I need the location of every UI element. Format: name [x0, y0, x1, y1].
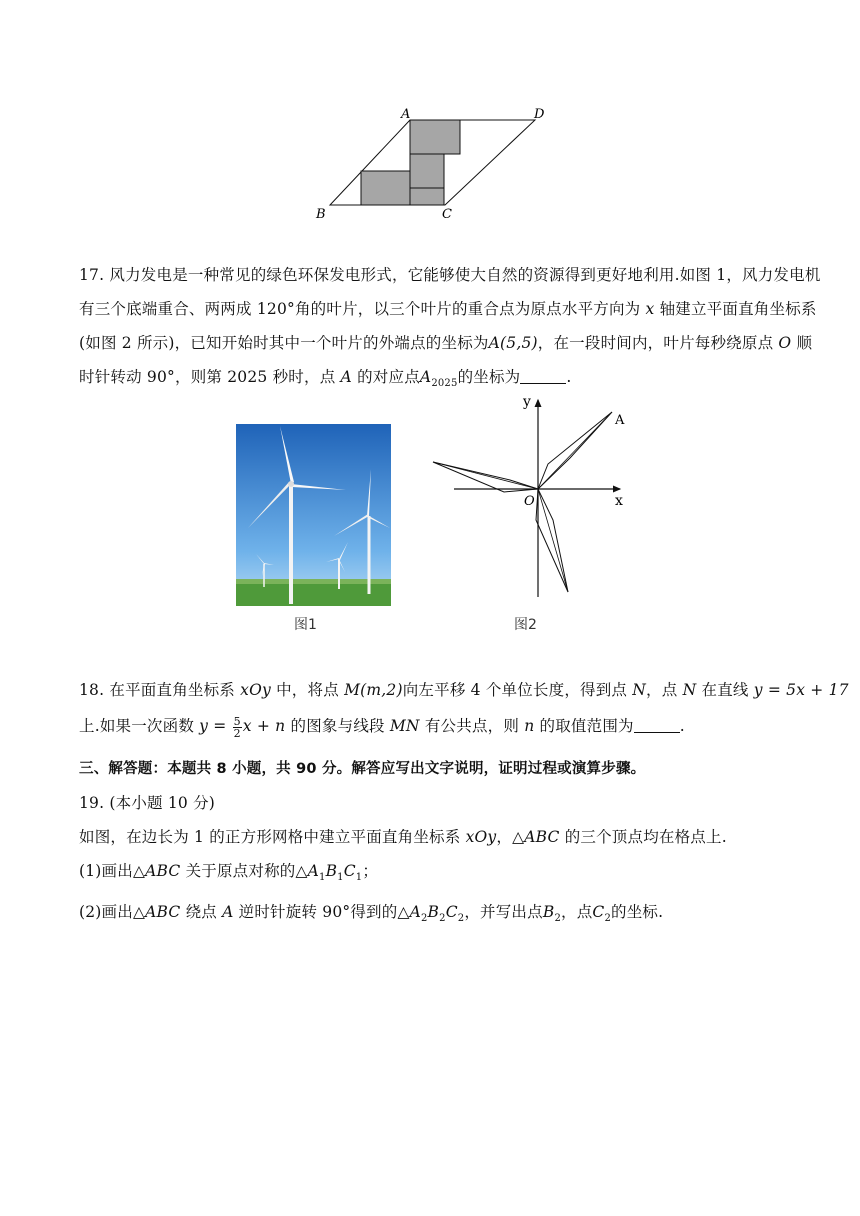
origin-label: O	[524, 494, 535, 509]
label-A: A	[401, 107, 411, 122]
question-19: 19. (本小题 10 分) 如图，在边长为 1 的正方形网格中建立平面直角坐标系 xOy，△ABC 的三个顶点均在格点上. (1)画出△ABC 关于原点对称的$\triangle A_1B_1C_1$； (2)画出△ABC 绕点 A 逆时针旋转 90°得到的$\triangle A_2B_2C_2$，并写出点$B_2$，点$C_2$的坐标.	[79, 786, 781, 936]
label-D: D	[534, 107, 545, 122]
point-A-label: A	[615, 413, 625, 428]
question-18: 18. 在平面直角坐标系 xOy 中，将点 M(m,2)向左平移 4 个单位长度，得到点 N，点 N 在直线 y = 5x + 17 上.如果一次函数 y = $\frac{5}{2}$ x + n 的图象与线段 MN 有公共点，则 n 的取值范围为 .	[79, 681, 849, 740]
answer-blank-18[interactable]	[634, 718, 680, 733]
section-3-heading: 三、解答题：本题共 8 小题，共 90 分。解答应写出文字说明，证明过程或演算步骤。	[79, 761, 646, 777]
shaded-square-left	[361, 171, 410, 205]
parallelogram-figure	[300, 100, 560, 225]
fraction-5-2: $\frac{5}{2}$	[233, 714, 241, 740]
blade-left	[433, 462, 538, 492]
wind-turbine-photo	[236, 424, 391, 606]
answer-blank-17[interactable]	[520, 369, 566, 384]
fig1-caption: 图1	[294, 617, 317, 633]
axis-y-label: y	[523, 394, 531, 410]
axis-x-label: x	[615, 493, 623, 509]
blade-coordinate-figure	[430, 392, 630, 602]
q17-number: 17.	[79, 266, 105, 284]
label-C: C	[442, 207, 452, 222]
shaded-square-top	[410, 120, 460, 154]
q18-number: 18.	[79, 681, 105, 699]
fig2-caption: 图2	[514, 617, 537, 633]
shaded-square-bottom	[410, 188, 444, 205]
question-17: 17. 风力发电是一种常见的绿色环保发电形式，它能够使大自然的资源得到更好地利用.如图 1，风力发电机 有三个底端重合、两两成 120°角的叶片，以三个叶片的重合点为原点水平方向为 x 轴建立平面直角坐标系 (如图 2 所示)，已知开始时其中一个叶片的外端点的坐标为A(5,5)，在一段时间内，叶片每秒绕原点 O 顺 时针转动 90°，则第 2025 秒时，点 A 的对应点$A_{2025}$的坐标为 .	[79, 266, 821, 390]
q19-part2: (2)画出△ABC 绕点 A 逆时针旋转 90°得到的$\triangle A_2B_2C_2$，并写出点$B_2$，点$C_2$的坐标.	[79, 903, 664, 925]
q19-part1: (1)画出△ABC 关于原点对称的$\triangle A_1B_1C_1$；	[79, 862, 379, 884]
label-B: B	[316, 207, 326, 222]
shaded-square-mid	[410, 154, 444, 188]
q19-header: 19. (本小题 10 分)	[79, 794, 216, 812]
